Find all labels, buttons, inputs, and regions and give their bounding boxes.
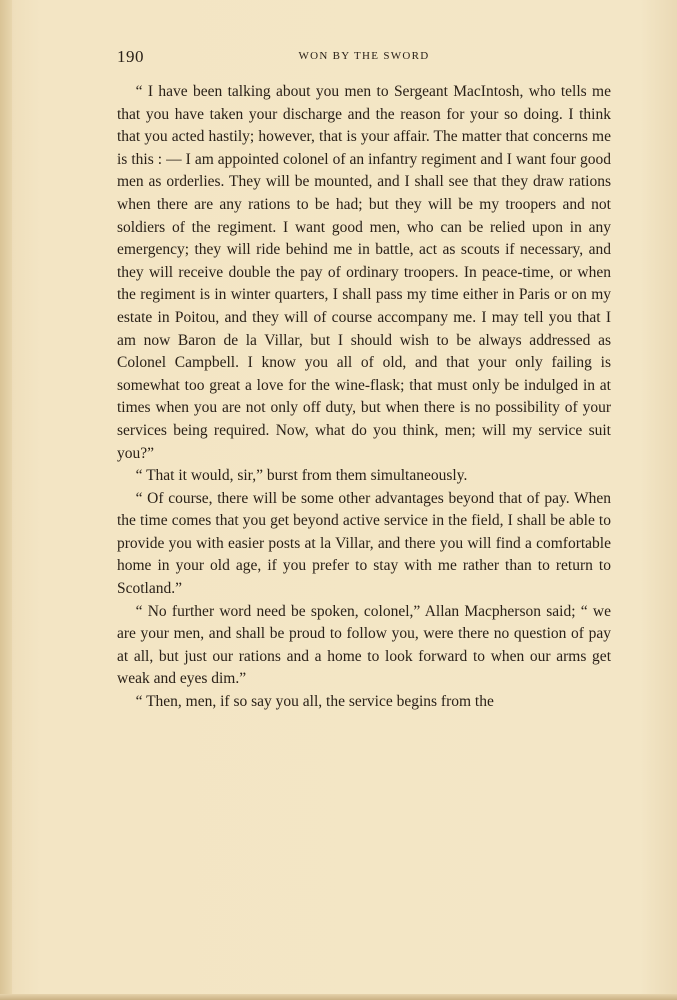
paragraph: “ No further word need be spoken, colonel,” Allan Macpherson said; “ we are your men, and shall be proud to follow you, were there no question of pay at all, but just our rations and a home to look forward to when our arms get weak and eyes dim.”	[117, 602, 611, 688]
page-gutter	[0, 0, 12, 1000]
page-bottom-edge	[0, 994, 677, 1000]
paragraph: “ Of course, there will be some other advantages beyond that of pay. When the time comes that you get beyond active service in the field, I shall be able to provide you with easier posts at la Villar, and there you will find a comfortable home in your old age, if you prefer to stay with me rather than to return to Scotland.”	[117, 489, 611, 598]
running-title: WON BY THE SWORD	[298, 50, 430, 62]
paragraph: “ That it would, sir,” burst from them simultaneously.	[135, 467, 468, 485]
paragraph: “ I have been talking about you men to Sergeant MacIntosh, who tells me that you have taken your discharge and the reason for your so doing. I think that you acted hastily; however, that is your affair. The matter that concerns me is this : — I am appointed colonel of an infantry regiment and I want four good men as orderlies. They will be mounted, and I shall see that they draw rations when there are any rations to be had; but they will be my troopers and not soldiers of the regiment. I want good men, who can be relied upon in any emergency; they will ride behind me in battle, act as scouts if necessary, and they will receive double the pay of ordinary troopers. In peace-time, or when the regiment is in winter quarters, I shall pass my time either in Paris or on my estate in Poitou, and they will of course accompany me. I may tell you that I am now Baron de la Villar, but I should wish to be always addressed as Colonel Campbell. I know you all of old, and that your only failing is somewhat too great a love for the wine-flask; that must only be indulged in at times when you are not only off duty, but when there is no possibility of your services being required. Now, what do you think, men; will my service suit you?”	[117, 83, 611, 462]
page-number: 190	[117, 47, 144, 66]
paragraph: “ Then, men, if so say you all, the service begins from the	[135, 693, 494, 711]
body-text	[117, 81, 611, 714]
page-header	[117, 47, 611, 71]
